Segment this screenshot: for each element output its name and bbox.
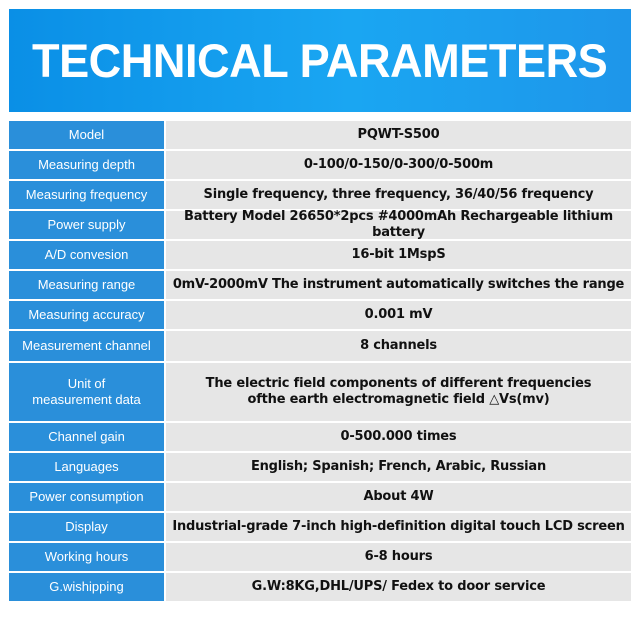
row-label: Measurement channel: [9, 331, 164, 361]
row-label: Measuring range: [9, 271, 164, 299]
row-value: About 4W: [166, 483, 631, 511]
row-value: Industrial-grade 7-inch high-definition digital touch LCD screen: [166, 513, 631, 541]
row-label: Languages: [9, 453, 164, 481]
table-row: [9, 241, 631, 269]
row-label: Display: [9, 513, 164, 541]
row-value: G.W:8KG,DHL/UPS/ Fedex to door service: [166, 573, 631, 601]
table-row: [9, 181, 631, 209]
row-value: 0-500.000 times: [166, 423, 631, 451]
row-value: 0-100/0-150/0-300/0-500m: [166, 151, 631, 179]
table-row: [9, 301, 631, 329]
row-label: Model: [9, 121, 164, 149]
row-value: 16-bit 1MspS: [166, 241, 631, 269]
row-label-line: measurement data: [32, 392, 141, 407]
table-row: [9, 271, 631, 299]
row-value: 6-8 hours: [166, 543, 631, 571]
row-value: Battery Model 26650*2pcs #4000mAh Rechargeable lithium battery: [166, 211, 631, 239]
row-label: Measuring accuracy: [9, 301, 164, 329]
table-row: [9, 423, 631, 451]
row-label-line: Unit of: [67, 376, 106, 391]
row-value: English; Spanish; French, Arabic, Russian: [166, 453, 631, 481]
row-label: A/D convesion: [9, 241, 164, 269]
table-row: [9, 453, 631, 481]
row-value-line: ofthe earth electromagnetic field △Vs(mv): [247, 392, 550, 407]
row-label: Measuring frequency: [9, 181, 164, 209]
page-title: TECHNICAL PARAMETERS: [32, 34, 608, 87]
table-row: [9, 151, 631, 179]
row-value: 0mV-2000mV The instrument automatically switches the range: [166, 271, 631, 299]
row-value: Single frequency, three frequency, 36/40/56 frequency: [166, 181, 631, 209]
table-row: [9, 573, 631, 601]
table-row: [9, 363, 631, 421]
row-value: 8 channels: [166, 331, 631, 361]
row-label: G.wishipping: [9, 573, 164, 601]
row-value: 0.001 mV: [166, 301, 631, 329]
table-row: [9, 543, 631, 571]
row-label: [9, 363, 164, 421]
table-row: [9, 121, 631, 149]
table-row: [9, 211, 631, 239]
table-row: [9, 513, 631, 541]
title-banner: [9, 9, 631, 112]
row-label: Measuring depth: [9, 151, 164, 179]
row-label: Working hours: [9, 543, 164, 571]
table-row: [9, 331, 631, 361]
row-label: Power consumption: [9, 483, 164, 511]
table-row: [9, 483, 631, 511]
row-label: Power supply: [9, 211, 164, 239]
row-label: Channel gain: [9, 423, 164, 451]
spec-table: [9, 121, 631, 603]
row-value: [166, 363, 631, 421]
row-value-line: The electric field components of different frequencies: [205, 376, 592, 391]
row-value: PQWT-S500: [166, 121, 631, 149]
